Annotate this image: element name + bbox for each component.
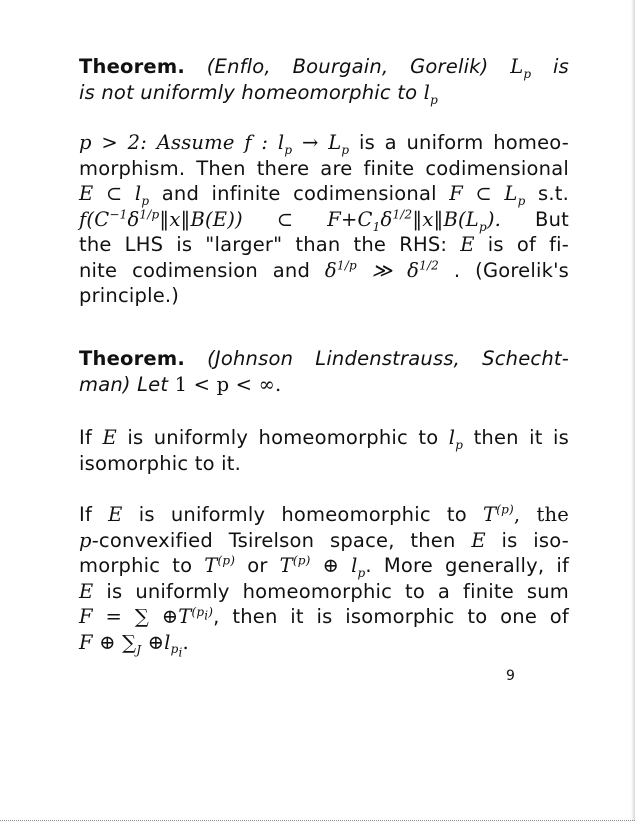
statement-is: is — [553, 55, 570, 78]
theorem-attribution-cont: man) Let — [79, 372, 169, 396]
para1-line-2: isomorphic to it. — [79, 451, 241, 475]
para2-line-2d: is iso- — [501, 528, 570, 552]
theorem-heading: Theorem. — [79, 347, 185, 370]
theorem-attribution: (Johnson Lindenstrauss, Schecht- — [207, 347, 569, 370]
math-E: E — [108, 503, 123, 526]
proof-sketch — [79, 130, 569, 309]
proof-line-4-formula: $f(C^{-1}\delta^{1/p}‖x‖B(E))$ ⊂ $F+C_1\delta^{1/2}‖x‖B(L_p)$. — [79, 207, 502, 234]
math-lp: $l_p$ — [448, 426, 464, 452]
math-F-oplus-sum: F ⊕ $\sum_J$ $\oplus l_{p_i}$. — [79, 630, 189, 660]
proof-line-6a: nite codimension and — [79, 258, 311, 282]
theorem-enflo-bourgain-gorelik — [79, 54, 569, 105]
para2-line-2: p-convexified Tsirelson space, then — [79, 528, 456, 552]
math-sum-Tpi: F = ∑ $\oplus T^{(p_i)}$ — [79, 604, 214, 628]
para2-line-1c: is uniformly homeomorphic to — [138, 503, 467, 526]
proof-line-5c: is of fi- — [487, 233, 570, 256]
proof-line-3b: and infinite codimensional — [161, 182, 437, 205]
para2-line-5b: , then it is isomorphic to one of — [213, 605, 569, 628]
theorem-condition: 1 < p < ∞. — [174, 372, 282, 396]
para2-line-3c: . More generally, if — [365, 554, 570, 577]
para2-line-3b: or — [247, 554, 268, 577]
scan-edge-right — [631, 0, 635, 821]
proof-line-1b: f : $l_p \to L_p$ — [244, 131, 350, 157]
proof-line-7: principle.) — [79, 284, 180, 307]
math-lp: $l_p$ — [423, 80, 438, 107]
paragraph-lp-case — [79, 425, 569, 476]
para1-line-1a: If — [79, 426, 93, 449]
proof-line-6-formula: $\delta^{1/p}$ ≫ $\delta^{1/2}$ — [324, 258, 440, 282]
theorem-attribution: (Enflo, Bourgain, Gorelik) — [206, 55, 489, 78]
page-number: 9 — [506, 668, 515, 684]
proof-line-6c: . (Gorelik's — [453, 258, 570, 282]
proof-line-3a: E ⊂ $l_p$ — [79, 182, 150, 208]
proof-line-3d: s.t. — [537, 182, 569, 205]
proof-line-1a: p > 2: Assume — [79, 131, 235, 154]
math-E: E — [102, 426, 117, 449]
proof-line-1d: is a uniform homeo- — [358, 131, 570, 154]
para2-line-3a: morphic to — [79, 554, 193, 577]
proof-line-2: morphism. Then there are finite codimensional — [79, 156, 569, 180]
paragraph-tsirelson-case — [79, 502, 570, 660]
proof-line-3c: F ⊂ $L_p$ — [449, 182, 526, 208]
theorem-johnson-lindenstrauss-schechtman — [79, 346, 569, 397]
theorem-statement: is not uniformly homeomorphic to — [79, 80, 418, 104]
math-E: E — [471, 528, 486, 552]
math-E: E — [79, 579, 94, 603]
theorem-heading: Theorem. — [79, 55, 185, 78]
para1-line-1c: is uniformly homeomorphic to — [127, 426, 439, 449]
math-Tp: $T^{(p)}$, the — [483, 502, 569, 526]
math-Tp-oplus-lp: $T^{(p)}$ ⊕ $l_p$ — [279, 553, 366, 580]
math-Tp: $T^{(p)}$ — [204, 553, 236, 577]
proof-line-5b: E — [460, 233, 475, 256]
proof-line-5a: the LHS is "larger" than the RHS: — [79, 233, 448, 256]
proof-line-4-end: But — [535, 207, 569, 231]
scan-edge-bottom — [0, 817, 635, 821]
math-Lp: $L_p$ — [510, 55, 532, 81]
para2-line-1a: If — [79, 503, 93, 526]
para1-line-1d: then it is — [473, 426, 570, 449]
para2-line-4b: is uniformly homeomorphic to a finite sum — [106, 579, 569, 603]
